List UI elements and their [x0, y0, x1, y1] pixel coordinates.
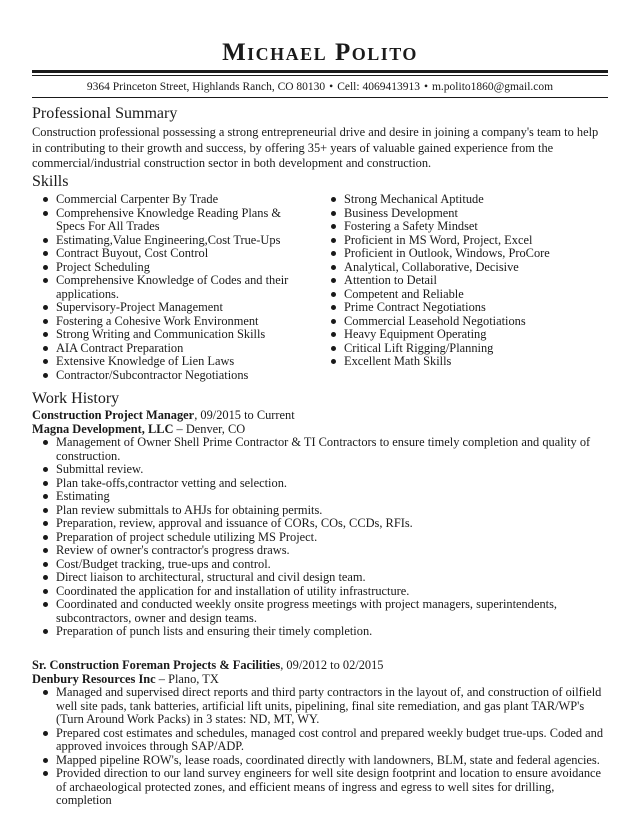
list-item: Preparation of punch lists and ensuring their timely completion. — [32, 625, 608, 639]
list-item: Analytical, Collaborative, Decisive — [320, 261, 608, 275]
job-dates: , 09/2015 to Current — [194, 408, 295, 422]
list-item: Coordinated and conducted weekly onsite progress meetings with project managers, superintendents, subcontractors, owner and design teams. — [32, 598, 608, 625]
list-item: Supervisory-Project Management — [32, 301, 312, 315]
contact-email[interactable]: m.polito1860@gmail.com — [431, 81, 554, 93]
list-item: Direct liaison to architectural, structural and civil design team. — [32, 571, 608, 585]
job-company-line — [32, 423, 608, 437]
summary-heading: Professional Summary — [32, 105, 178, 122]
header-rule-thin — [32, 75, 608, 76]
list-item: Cost/Budget tracking, true-ups and control. — [32, 558, 608, 572]
list-item: Managed and supervised direct reports and third party contractors in the layout of, and construction of oilfield well site pads, tank batteries, artificial lift units, pipelining, final site remediation, and gas plant TAR/WP's (Turn Around Work Packs) in 3 states: ND, MT, WY. — [32, 686, 608, 727]
list-item: Proficient in MS Word, Project, Excel — [320, 234, 608, 248]
list-item: Comprehensive Knowledge of Codes and their applications. — [32, 274, 312, 301]
job-company: Denbury Resources Inc — [32, 671, 156, 686]
list-item: Submittal review. — [32, 463, 608, 477]
list-item: Plan take-offs,contractor vetting and selection. — [32, 477, 608, 491]
list-item: Business Development — [320, 207, 608, 221]
skills-list-right — [320, 193, 608, 369]
job-role: Sr. Construction Foreman Projects & Facilities — [32, 658, 281, 672]
skills-heading: Skills — [32, 173, 69, 190]
contact-cell: Cell: 4069413913 — [337, 81, 420, 93]
contact-separator: • — [329, 81, 334, 93]
list-item: Coordinated the application for and installation of utility infrastructure. — [32, 585, 608, 599]
contact-separator: • — [423, 81, 428, 93]
header-rule-bottom — [32, 97, 608, 98]
job-bullets — [32, 436, 608, 639]
list-item: Prime Contract Negotiations — [320, 301, 608, 315]
job-location: – Plano, TX — [155, 671, 219, 686]
list-item: Heavy Equipment Operating — [320, 328, 608, 342]
list-item: Contract Buyout, Cost Control — [32, 247, 312, 261]
list-item: Commercial Leasehold Negotiations — [320, 315, 608, 329]
list-item: Management of Owner Shell Prime Contractor & TI Contractors to ensure timely completion and quality of construction. — [32, 436, 608, 463]
list-item: Preparation, review, approval and issuance of CORs, COs, CCDs, RFIs. — [32, 517, 608, 531]
contact-address: 9364 Princeton Street, Highlands Ranch, CO 80130 — [86, 81, 326, 93]
list-item: AIA Contract Preparation — [32, 342, 312, 356]
list-item: Commercial Carpenter By Trade — [32, 193, 312, 207]
list-item: Competent and Reliable — [320, 288, 608, 302]
work-history-heading: Work History — [32, 390, 120, 407]
list-item: Estimating — [32, 490, 608, 504]
job-entry — [32, 409, 608, 639]
job-dates: , 09/2012 to 02/2015 — [280, 658, 384, 672]
list-item: Mapped pipeline ROW's, lease roads, coordinated directly with landowners, BLM, state and federal agencies. — [32, 754, 608, 768]
summary-text: Construction professional possessing a strong entrepreneurial drive and desire in joining a company's team to help in contributing to their growth and success, by offering 35+ years of valuable gained experience from the commercial/industrial construction sector in both development and construction. — [32, 125, 599, 170]
candidate-name: Michael Polito — [222, 39, 418, 66]
contact-line — [32, 79, 608, 95]
list-item: Fostering a Safety Mindset — [320, 220, 608, 234]
list-item: Plan review submittals to AHJs for obtaining permits. — [32, 504, 608, 518]
job-title-line — [32, 409, 608, 423]
list-item: Extensive Knowledge of Lien Laws — [32, 355, 312, 369]
list-item: Strong Mechanical Aptitude — [320, 193, 608, 207]
list-item: Excellent Math Skills — [320, 355, 608, 369]
skills-list-left — [32, 193, 312, 382]
list-item: Preparation of project schedule utilizing MS Project. — [32, 531, 608, 545]
job-company-line — [32, 673, 608, 687]
list-item: Estimating,Value Engineering,Cost True-Ups — [32, 234, 312, 248]
list-item: Comprehensive Knowledge Reading Plans & Specs For All Trades — [32, 207, 312, 234]
job-company: Magna Development, LLC — [32, 421, 174, 436]
list-item: Attention to Detail — [320, 274, 608, 288]
list-item: Provided direction to our land survey engineers for well site design footprint and location to ensure avoidance of archaeological protected zones, and efficient means of ingress and egress to well sites for drilling, completion — [32, 767, 608, 808]
job-role: Construction Project Manager — [32, 408, 195, 422]
list-item: Strong Writing and Communication Skills — [32, 328, 312, 342]
job-bullets — [32, 686, 608, 808]
job-location: – Denver, CO — [173, 421, 246, 436]
list-item: Proficient in Outlook, Windows, ProCore — [320, 247, 608, 261]
job-entry — [32, 659, 608, 808]
header-rule-thick — [32, 70, 608, 73]
job-title-line — [32, 659, 608, 673]
list-item: Project Scheduling — [32, 261, 312, 275]
list-item: Fostering a Cohesive Work Environment — [32, 315, 312, 329]
list-item: Critical Lift Rigging/Planning — [320, 342, 608, 356]
list-item: Contractor/Subcontractor Negotiations — [32, 369, 312, 383]
list-item: Review of owner's contractor's progress draws. — [32, 544, 608, 558]
list-item: Prepared cost estimates and schedules, managed cost control and prepared weekly budget true-ups. Coded and approved invoices through SAP/ADP. — [32, 727, 608, 754]
